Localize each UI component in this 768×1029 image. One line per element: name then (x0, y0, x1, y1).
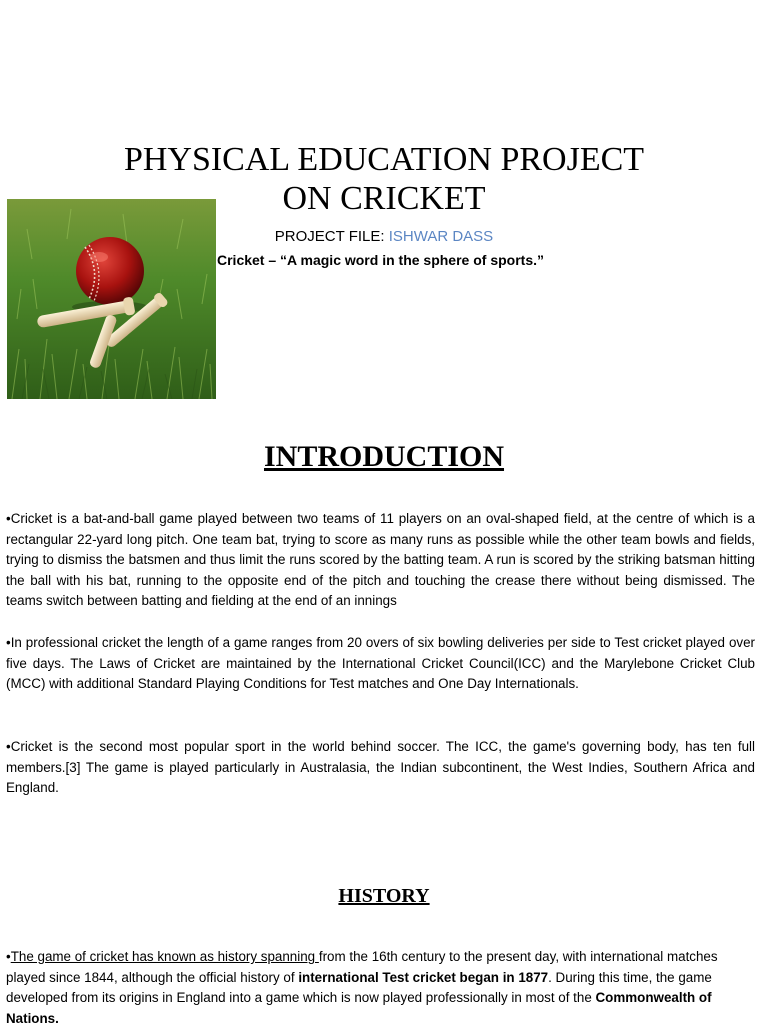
project-author-name: ISHWAR DASS (388, 228, 494, 245)
history-bold-text-2: Commonwealth of Nations. (6, 990, 712, 1026)
history-bold-text-1: international Test cricket began in 1877 (298, 969, 549, 985)
intro-paragraph-3: •Cricket is the second most popular sport in the world behind soccer. The ICC, the game's governing body, has ten full members.[3] The game is played particularly in Australasia, the Indian subcontinent, the West Indies, Southern Africa and England. (6, 739, 755, 796)
intro-paragraph-2: •In professional cricket the length of a game ranges from 20 overs of six bowling deliveries per side to Test cricket played over five days. The Laws of Cricket are maintained by the International Cricket Council(ICC) and the Marylebone Cricket Club (MCC) with additional Standard Playing Conditions for Test matches and One Day Internationals. (6, 635, 755, 692)
project-file-label: PROJECT FILE: (274, 228, 389, 245)
introduction-heading: INTRODUCTION (263, 440, 505, 473)
history-paragraph (6, 947, 755, 1029)
history-underlined-text: The game of cricket has known as history spanning (10, 949, 319, 964)
tagline: Cricket – “A magic word in the sphere of sports.” (217, 252, 544, 268)
title-line-1: PHYSICAL EDUCATION PROJECT (123, 141, 645, 178)
bullet: • (6, 949, 11, 964)
project-file-line (0, 228, 768, 245)
intro-paragraph-1: •Cricket is a bat-and-ball game played between two teams of 11 players on an oval-shaped field, at the centre of which is a rectangular 22-yard long pitch. One team bat, trying to score as many runs as possible while the other team bowls and fields, trying to dismiss the batsmen and thus limit the runs scored by the batting team. A run is scored by the striking batsman hitting the ball with his bat, running to the opposite end of the pitch and touching the crease there without being dismissed. The teams switch between batting and fielding at the end of an innings (6, 511, 755, 609)
history-text-2: . During this time, the game developed from its origins in England into a game which is now played professionally in most of the (6, 969, 712, 1006)
history-text-1: from the 16th century to the present day, with international matches played since 1844, although the official history of (6, 949, 718, 985)
history-heading: HISTORY (338, 885, 430, 907)
title-line-2: ON CRICKET (282, 180, 486, 217)
